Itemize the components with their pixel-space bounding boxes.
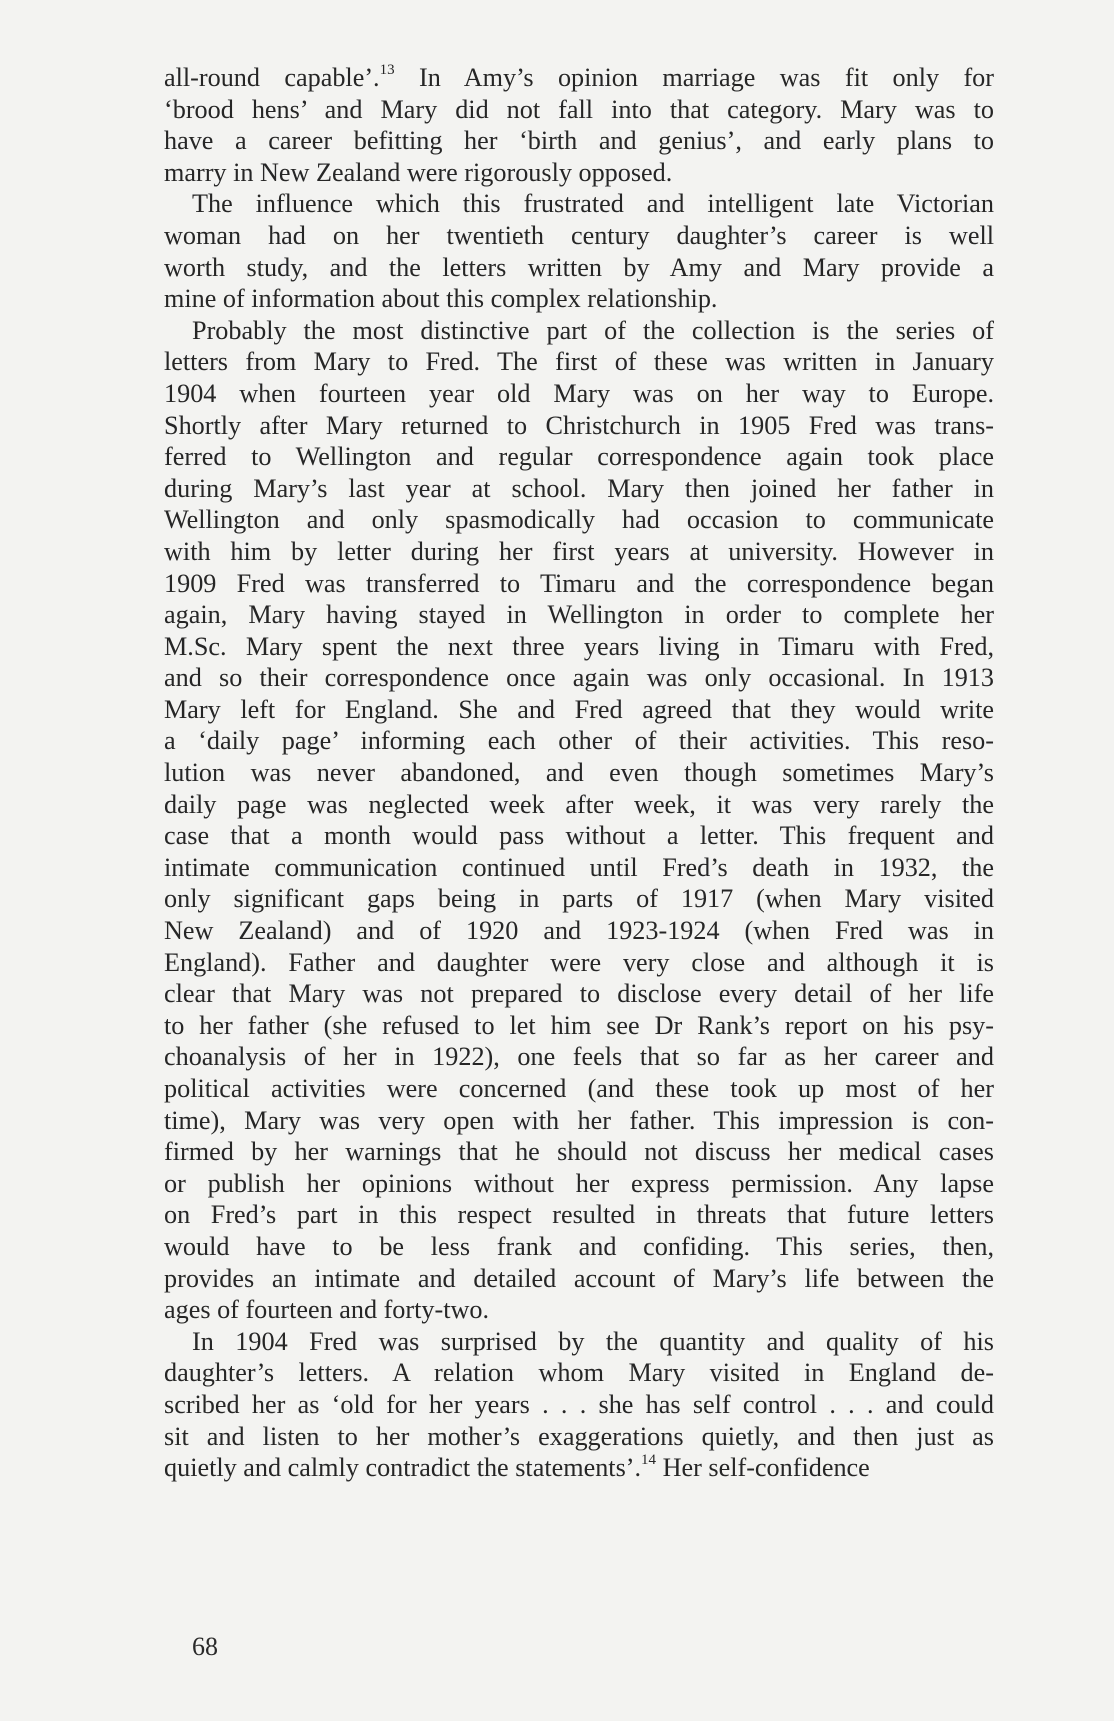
text-line: woman had on her twentieth century daughter’s career is well (164, 220, 994, 250)
text-line: quietly and calmly contradict the statements’.$^{14}$ Her self-confidence (164, 1452, 870, 1483)
text-line: to her father (she refused to let him see Dr Rank’s report on his psy- (164, 1010, 994, 1040)
text-line: letters from Mary to Fred. The first of these was written in January (164, 347, 994, 377)
paragraph-3 (164, 315, 994, 1326)
footnote-ref: 13 (379, 62, 395, 79)
text-line: sit and listen to her mother’s exaggerations quietly, and then just as (164, 1421, 994, 1451)
text-line: on Fred’s part in this respect resulted in threats that future letters (164, 1200, 994, 1230)
text-line: New Zealand) and of 1920 and 1923-1924 (when Fred was in (164, 916, 994, 946)
paragraph-2 (164, 188, 994, 314)
text-line: during Mary’s last year at school. Mary then joined her father in (164, 473, 994, 503)
text-line: only significant gaps being in parts of 1917 (when Mary visited (164, 884, 994, 914)
text-line: and so their correspondence once again was only occasional. In 1913 (164, 663, 994, 693)
text-line: mine of information about this complex relationship. (164, 284, 718, 314)
text-line: In 1904 Fred was surprised by the quantity and quality of his (192, 1326, 994, 1356)
text-line: M.Sc. Mary spent the next three years living in Timaru with Fred, (164, 631, 994, 661)
text-line: intimate communication continued until Fred’s death in 1932, the (164, 852, 994, 882)
text-line: 1904 when fourteen year old Mary was on her way to Europe. (164, 378, 994, 408)
text-line: The influence which this frustrated and intelligent late Victorian (192, 189, 994, 219)
book-page-text (164, 62, 994, 1484)
text-line: ‘brood hens’ and Mary did not fall into that category. Mary was to (164, 94, 994, 124)
text-line: firmed by her warnings that he should not discuss her medical cases (164, 1137, 994, 1167)
text-line: with him by letter during her first years at university. However in (164, 536, 994, 566)
paragraph-1 (164, 62, 994, 188)
text-line: ages of fourteen and forty-two. (164, 1295, 490, 1325)
text-line: would have to be less frank and confiding. This series, then, (164, 1231, 994, 1261)
text-line: Shortly after Mary returned to Christchurch in 1905 Fred was trans- (164, 410, 994, 440)
text-line: England). Father and daughter were very close and although it is (164, 947, 994, 977)
text-line: Probably the most distinctive part of the collection is the series of (192, 315, 994, 345)
text-line: time), Mary was very open with her father. This impression is con- (164, 1105, 994, 1135)
text-line: political activities were concerned (and these took up most of her (164, 1074, 994, 1103)
text-line: Mary left for England. She and Fred agreed that they would write (164, 694, 994, 724)
text-line: all-round capable’.$^{13}$ In Amy’s opinion marriage was fit only for (164, 62, 994, 92)
text-line: or publish her opinions without her express permission. Any lapse (164, 1168, 994, 1198)
text-line: worth study, and the letters written by Amy and Mary provide a (164, 252, 994, 282)
text-line: 1909 Fred was transferred to Timaru and the correspondence began (164, 568, 994, 598)
text-line: ferred to Wellington and regular correspondence again took place (164, 442, 994, 472)
paragraph-4 (164, 1326, 994, 1484)
text-line: clear that Mary was not prepared to disclose every detail of her life (164, 979, 994, 1009)
text-line: again, Mary having stayed in Wellington in order to complete her (164, 600, 994, 630)
text-line: daughter’s letters. A relation whom Mary visited in England de- (164, 1358, 994, 1388)
text-line: marry in New Zealand were rigorously opposed. (164, 157, 673, 187)
footnote-ref: 14 (641, 1452, 657, 1469)
text-line: lution was never abandoned, and even though sometimes Mary’s (164, 758, 994, 788)
text-line: have a career befitting her ‘birth and genius’, and early plans to (164, 126, 994, 156)
text-line: daily page was neglected week after week, it was very rarely the (164, 789, 994, 819)
text-line: provides an intimate and detailed account of Mary’s life between the (164, 1263, 994, 1293)
page-number: 68 (192, 1632, 218, 1661)
text-line: scribed her as ‘old for her years . . . she has self control . . . and could (164, 1389, 994, 1419)
text-line: a ‘daily page’ informing each other of their activities. This reso- (164, 726, 994, 756)
text-line: choanalysis of her in 1922), one feels that so far as her career and (164, 1042, 994, 1072)
text-line: Wellington and only spasmodically had occasion to communicate (164, 505, 994, 535)
text-line: case that a month would pass without a letter. This frequent and (164, 821, 994, 851)
